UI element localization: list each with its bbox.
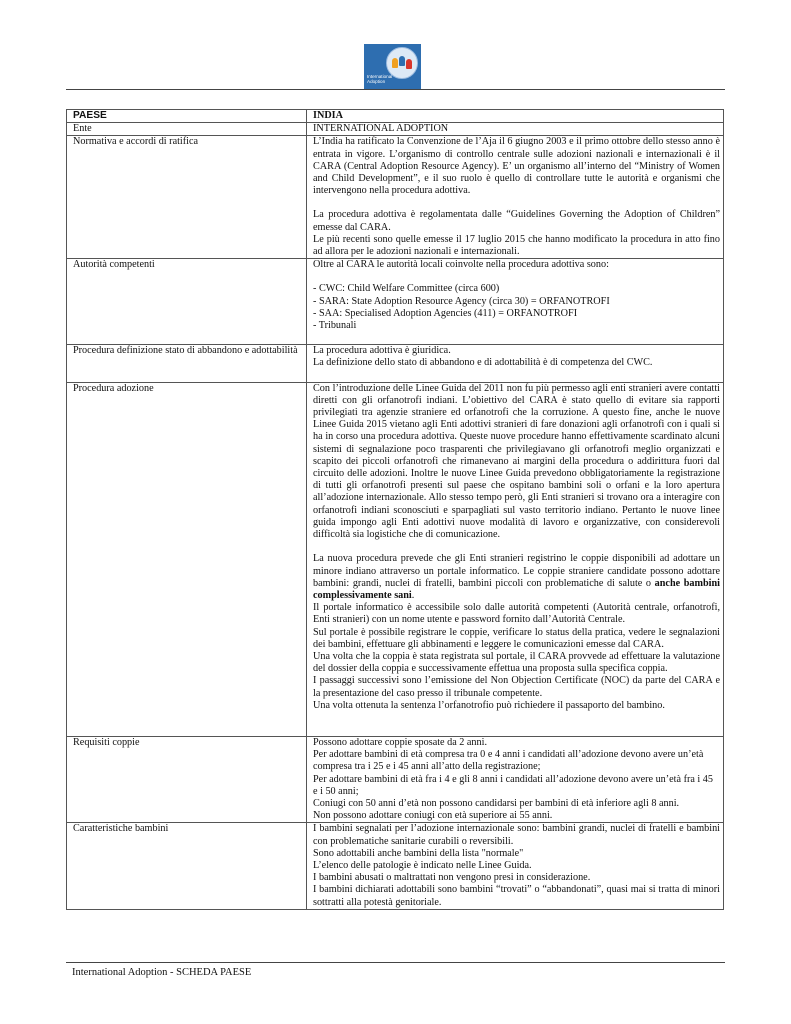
page-footer: International Adoption - SCHEDA PAESE bbox=[72, 967, 252, 978]
row-content bbox=[307, 259, 724, 345]
row-text: Sono adottabili anche bambini della lista "normale" bbox=[313, 847, 524, 859]
row-content bbox=[307, 136, 724, 259]
header-rule bbox=[66, 89, 725, 90]
row-text: I bambini dichiarati adottabili sono bambini “trovati” o “abbandonati”, quasi mai si tratta di minori sottratti alla potestà genitoriale. bbox=[313, 884, 720, 908]
table-row bbox=[67, 382, 724, 736]
table-row bbox=[67, 823, 724, 909]
table-row bbox=[67, 123, 724, 136]
row-label: Procedura definizione stato di abbandono e adottabilità bbox=[67, 345, 307, 382]
logo-caption: International Adoption bbox=[367, 74, 393, 84]
header-country: INDIA bbox=[307, 110, 724, 123]
row-text: Coniugi con 50 anni d’età non possono candidarsi per bambini di età inferiore agli 8 anni. bbox=[313, 797, 680, 809]
row-text: Con l’introduzione delle Linee Guida del 2011 non fu più permesso agli enti stranieri avere contatti diretti con gli orfanotrofi indiani. L’obiettivo del CARA è stato quello di evitare sia rapporti privilegiati tra agenzie straniere ed orfanotrofi che la corruzione. A questo fine, anche le nuove Linee Guida 2015 vietano agli Enti adottivi stranieri di fare donazioni agli orfanotrofi con i quali si ha in corso una procedura adottiva. Queste nuove procedure hanno effettivamente scardinato alcuni sistemi di segnalazione poco trasparenti che privilegiavano gli orfanotrofi meglio organizzati e scapito dei piccoli orfanotrofi che rimanevano ai margini della procedura o addirittura fuori dal circuito delle adozioni. Inoltre le nuove Linee Guida prevedono obbligatoriamente la registrazione di tutti gli orfanotrofi presenti sul paese che ospitano bambini soli o orfani e la loro apertura all’adozione internazionale. Allo stesso tempo però, gli Enti stranieri si trovano ora a interagire con orfanotrofi indiani sconosciuti e sparpagliati sul vasto territorio indiano. Pertanto le nuove linee guida impongo agli Enti adottivi nuove modalità di lavoro e organizzative, con considerevoli difficoltà sia logistiche che di comunicazione. bbox=[313, 382, 720, 541]
international-adoption-logo bbox=[364, 44, 421, 89]
table-row bbox=[67, 736, 724, 822]
row-text: INTERNATIONAL ADOPTION bbox=[313, 123, 449, 135]
row-text: Sul portale è possibile registrare le coppie, verificare lo status della pratica, vedere le segnalazioni dei bambini, effettuare gli abbinamenti e leggere le comunicazioni emesse dal CARA. bbox=[313, 626, 720, 650]
header-paese: PAESE bbox=[67, 110, 307, 123]
row-text: L’India ha ratificato la Convenzione de l’Aja il 6 giugno 2003 e il primo ottobre dello stesso anno è entrata in vigore. L’organismo di controllo centrale sulle adozioni nazionali e internazionali è il CARA (Central Adoption Resource Agency). E’ un organismo all’interno del “Ministry of Women and Child Development”, e il suo ruolo è quello di controllare tutte le autorità e organismi che intervengono nella procedura adottiva. bbox=[313, 136, 720, 197]
row-label: Normativa e accordi di ratifica bbox=[67, 136, 307, 259]
row-text: Possono adottare coppie sposate da 2 anni. bbox=[313, 736, 487, 748]
table-row bbox=[67, 136, 724, 259]
row-text: Per adottare bambini di età fra i 4 e gli 8 anni i candidati all’adozione devono avere un’età fra i 45 e i 50 anni; bbox=[313, 773, 713, 797]
row-text: Il portale informatico è accessibile solo dalle autorità competenti (Autorità centrale, orfanotrofi, Enti stranieri) con un nome utente e password fornito dall’Autorità Centrale. bbox=[313, 602, 720, 626]
row-text: - SAA: Specialised Adoption Agencies (411) = ORFANOTROFI bbox=[313, 307, 578, 319]
row-text: - SARA: State Adoption Resource Agency (circa 30) = ORFANOTROFI bbox=[313, 295, 610, 307]
row-content bbox=[307, 345, 724, 382]
row-text: - CWC: Child Welfare Committee (circa 600) bbox=[313, 283, 500, 295]
row-text: I bambini segnalati per l’adozione internazionale sono: bambini grandi, nuclei di fratelli e bambini con problematiche sanitarie curabili o reversibili. bbox=[313, 823, 720, 847]
row-text: Una volta che la coppia è stata registrata sul portale, il CARA provvede ad effettuare la valutazione del dossier della coppia e successivamente effettua una proposta sulla specifica coppia. bbox=[313, 650, 720, 675]
row-text: La procedura adottiva è regolamentata dalle “Guidelines Governing the Adoption of Children” emesse dal CARA. bbox=[313, 209, 720, 233]
row-text: - Tribunali bbox=[313, 320, 357, 332]
row-text: I passaggi successivi sono l’emissione del Non Objection Certificate (NOC) da parte del CARA e la presentazione del caso presso il tribunale competente. bbox=[313, 675, 720, 699]
row-text: Oltre al CARA le autorità locali coinvolte nella procedura adottiva sono: bbox=[313, 259, 609, 271]
row-text: Per adottare bambini di età compresa tra 0 e 4 anni i candidati all’adozione devono avere un’età compresa tra i 25 e i 45 anni all’atto della registrazione; bbox=[313, 749, 704, 773]
row-content bbox=[307, 382, 724, 736]
row-label: Requisiti coppie bbox=[67, 736, 307, 822]
table-row bbox=[67, 345, 724, 382]
row-text: Non possono adottare coniugi con età superiore ai 55 anni. bbox=[313, 810, 553, 822]
footer-rule bbox=[66, 962, 725, 963]
row-text: La nuova procedura prevede che gli Enti stranieri registrino le coppie disponibili ad adottare un minore indiano attraverso un portale informatico. Le coppie straniere candidate possono adottare bambini: grandi, nuclei di fratelli, bambini piccoli con problematiche di salute o anche bambini complessivamente sani. bbox=[313, 553, 720, 601]
table-header-row bbox=[67, 110, 724, 123]
table-row bbox=[67, 259, 724, 345]
row-text: Le più recenti sono quelle emesse il 17 luglio 2015 che hanno modificato la procedura in atto fino ad allora per le adozioni nazionali e internazionali. bbox=[313, 233, 720, 258]
row-text: L’elenco delle patologie è indicato nelle Linee Guida. bbox=[313, 859, 532, 871]
row-label: Procedura adozione bbox=[67, 382, 307, 736]
row-label: Caratteristiche bambini bbox=[67, 823, 307, 909]
row-content bbox=[307, 823, 724, 909]
row-label: Ente bbox=[67, 123, 307, 136]
row-label: Autorità competenti bbox=[67, 259, 307, 345]
bold-emphasis: anche bambini complessivamente sani bbox=[313, 577, 720, 601]
row-content bbox=[307, 123, 724, 136]
row-text: La definizione dello stato di abbandono e di adottabilità è di competenza del CWC. bbox=[313, 357, 653, 369]
row-text: La procedura adottiva è giuridica. bbox=[313, 345, 451, 357]
row-text: I bambini abusati o maltrattati non vengono presi in considerazione. bbox=[313, 872, 591, 884]
country-sheet-table bbox=[66, 109, 724, 910]
row-text: Una volta ottenuta la sentenza l’orfanotrofio può richiedere il passaporto del bambino. bbox=[313, 699, 665, 711]
row-content bbox=[307, 736, 724, 822]
